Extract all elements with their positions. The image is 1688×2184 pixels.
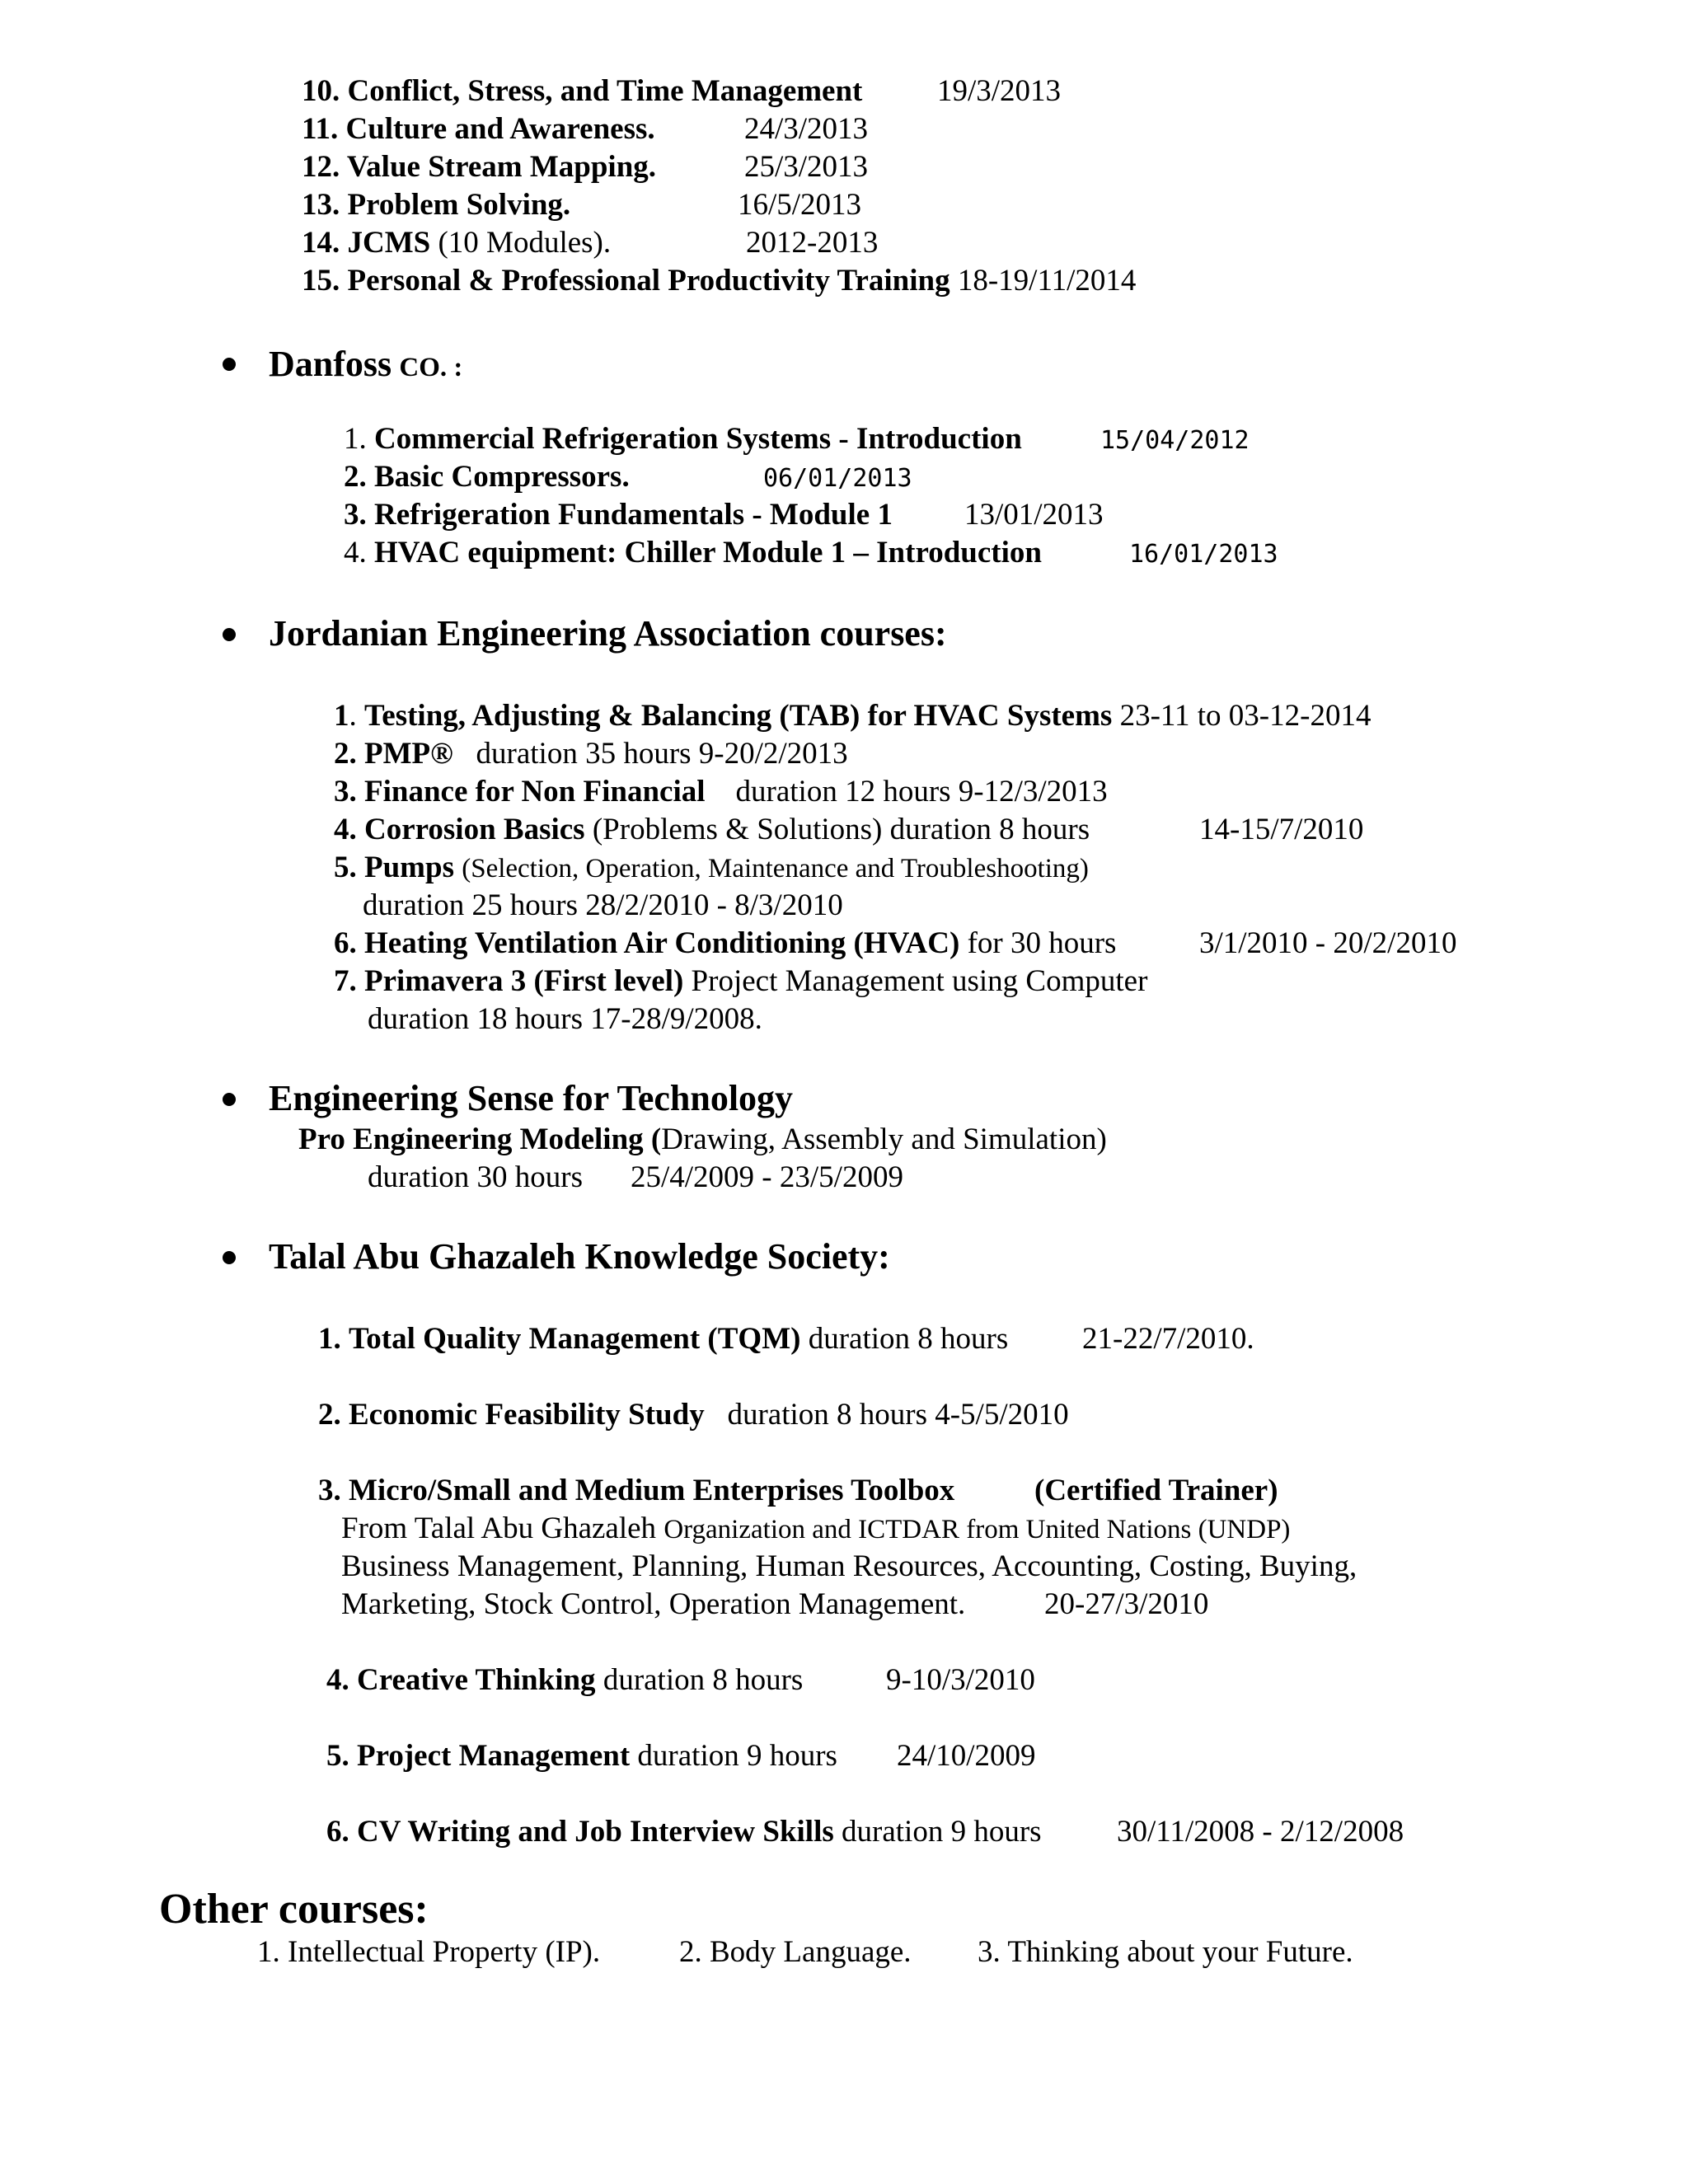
course-title: Basic Compressors. xyxy=(374,460,630,494)
course-details: 23-11 to 03-12-2014 xyxy=(1119,699,1372,733)
est-course xyxy=(298,1121,1107,1159)
course-title: Conflict, Stress, and Time Management xyxy=(347,74,863,108)
course-source-detail: Organization and ICTDAR from United Nations (UNDP) xyxy=(663,1515,1291,1544)
jea-course-3 xyxy=(334,773,1108,811)
course-number: 4. xyxy=(334,813,357,846)
jea-course-7-duration: duration 18 hours 17-28/9/2008. xyxy=(368,1002,762,1036)
tag-course-3-certified: (Certified Trainer) xyxy=(1034,1474,1278,1507)
course-title: Economic Feasibility Study xyxy=(349,1398,705,1432)
course-number: 3. xyxy=(344,498,367,532)
course-title: Commercial Refrigeration Systems - Introduction xyxy=(374,422,1022,456)
course-number: 11. xyxy=(302,112,339,146)
course-number: 3. xyxy=(334,775,357,808)
course-number: 4. xyxy=(344,536,367,569)
course-12 xyxy=(302,148,656,186)
section-heading-danfoss xyxy=(269,341,462,391)
course-title: Pumps xyxy=(364,851,454,884)
tag-course-5-date: 24/10/2009 xyxy=(897,1739,1036,1773)
course-number-punct: . xyxy=(349,699,357,733)
course-title: JCMS xyxy=(347,226,431,260)
course-title: Problem Solving. xyxy=(347,188,571,222)
tag-course-6-date: 30/11/2008 - 2/12/2008 xyxy=(1117,1815,1404,1849)
course-number: 13. xyxy=(302,188,340,222)
course-details: (Selection, Operation, Maintenance and Troubleshooting) xyxy=(462,854,1089,883)
danfoss-course-3 xyxy=(344,496,893,534)
course-14-date: 2012-2013 xyxy=(746,226,879,260)
other-course-3: 3. Thinking about your Future. xyxy=(978,1935,1353,1969)
danfoss-course-4 xyxy=(344,534,1042,572)
course-number: 14. xyxy=(302,226,340,260)
course-number: 1. xyxy=(344,422,367,456)
course-details: duration 12 hours 9-12/3/2013 xyxy=(735,775,1108,808)
jea-course-5 xyxy=(334,849,1089,888)
tag-course-1-date: 21-22/7/2010. xyxy=(1082,1322,1254,1356)
course-title: Primavera 3 (First level) xyxy=(364,964,684,998)
course-number: 2. xyxy=(318,1398,341,1432)
course-date: 18-19/11/2014 xyxy=(957,264,1137,298)
course-number: 15. xyxy=(302,264,340,298)
course-details: for 30 hours xyxy=(967,926,1117,960)
jea-course-5-duration: duration 25 hours 28/2/2010 - 8/3/2010 xyxy=(363,888,843,922)
section-heading-other-courses: Other courses: xyxy=(159,1886,429,1933)
course-13-date: 16/5/2013 xyxy=(738,188,862,222)
tag-course-3-topics-2: Marketing, Stock Control, Operation Management. xyxy=(341,1587,966,1621)
course-12-date: 25/3/2013 xyxy=(744,150,869,184)
other-course-1: 1. Intellectual Property (IP). xyxy=(257,1935,601,1969)
jea-course-7 xyxy=(334,963,1147,1001)
course-details: duration 9 hours xyxy=(842,1815,1042,1849)
course-details: duration 8 hours xyxy=(808,1322,1009,1356)
jea-course-4-date: 14-15/7/2010 xyxy=(1199,813,1364,846)
course-title: Personal & Professional Productivity Training xyxy=(347,264,950,298)
course-13 xyxy=(302,186,570,224)
course-note: (10 Modules). xyxy=(438,226,612,260)
course-number: 6. xyxy=(334,926,357,960)
tag-course-4-date: 9-10/3/2010 xyxy=(886,1663,1035,1697)
course-title: Total Quality Management (TQM) xyxy=(349,1322,801,1356)
course-number: 7. xyxy=(334,964,357,998)
danfoss-course-2-date: 06/01/2013 xyxy=(763,464,912,493)
bullet-icon xyxy=(223,1251,236,1264)
jea-course-6 xyxy=(334,925,1116,963)
tag-course-3-source xyxy=(341,1510,1290,1549)
danfoss-course-4-date: 16/01/2013 xyxy=(1129,540,1278,569)
heading-suffix: CO. : xyxy=(399,353,463,382)
course-details: duration 35 hours 9-20/2/2013 xyxy=(476,737,848,771)
est-course-date: 25/4/2009 - 23/5/2009 xyxy=(631,1160,903,1194)
section-heading-est: Engineering Sense for Technology xyxy=(269,1078,794,1118)
course-number: 4. xyxy=(326,1663,349,1697)
course-11-date: 24/3/2013 xyxy=(744,112,869,146)
course-title: Culture and Awareness. xyxy=(345,112,655,146)
tag-course-4 xyxy=(326,1661,803,1699)
course-title: PMP® xyxy=(364,737,453,771)
danfoss-course-2 xyxy=(344,458,630,496)
course-title: Value Stream Mapping. xyxy=(346,150,657,184)
course-number: 5. xyxy=(326,1739,349,1773)
course-10-date: 19/3/2013 xyxy=(937,74,1062,108)
course-11 xyxy=(302,110,655,148)
course-number: 1. xyxy=(318,1322,341,1356)
course-title: Refrigeration Fundamentals - Module 1 xyxy=(374,498,893,532)
course-number: 2. xyxy=(344,460,367,494)
course-details: Project Management using Computer xyxy=(691,964,1148,998)
tag-course-3-topics: Business Management, Planning, Human Resources, Accounting, Costing, Buying, xyxy=(341,1549,1357,1583)
course-details: (Problems & Solutions) duration 8 hours xyxy=(592,813,1090,846)
tag-course-2 xyxy=(318,1396,1069,1434)
danfoss-course-1-date: 15/04/2012 xyxy=(1100,426,1250,455)
other-course-2: 2. Body Language. xyxy=(679,1935,912,1969)
section-heading-jea: Jordanian Engineering Association courses: xyxy=(269,613,947,654)
course-source-org: From Talal Abu Ghazaleh xyxy=(341,1511,657,1545)
bullet-icon xyxy=(223,1093,236,1106)
danfoss-course-1 xyxy=(344,420,1022,458)
course-number: 2. xyxy=(334,737,357,771)
course-number: 6. xyxy=(326,1815,349,1849)
course-15 xyxy=(302,262,1136,300)
course-title: CV Writing and Job Interview Skills xyxy=(357,1815,834,1849)
course-title: Finance for Non Financial xyxy=(364,775,706,808)
bullet-icon xyxy=(223,628,236,641)
course-details: duration 9 hours xyxy=(637,1739,837,1773)
tag-course-1 xyxy=(318,1320,1008,1358)
tag-course-6 xyxy=(326,1813,1042,1851)
course-number: 1 xyxy=(334,699,349,733)
est-course-duration: duration 30 hours xyxy=(368,1160,584,1194)
course-details: duration 8 hours xyxy=(603,1663,804,1697)
heading-text: Danfoss xyxy=(269,344,392,384)
jea-course-6-date: 3/1/2010 - 20/2/2010 xyxy=(1199,926,1457,960)
danfoss-course-3-date: 13/01/2013 xyxy=(964,498,1104,532)
bullet-icon xyxy=(223,358,236,371)
course-14 xyxy=(302,224,611,262)
course-number: 5. xyxy=(334,851,357,884)
course-title: Micro/Small and Medium Enterprises Toolbox xyxy=(349,1474,955,1507)
jea-course-2 xyxy=(334,735,848,773)
tag-course-3-date: 20-27/3/2010 xyxy=(1044,1587,1209,1621)
course-10 xyxy=(302,73,862,110)
course-details: duration 8 hours 4-5/5/2010 xyxy=(727,1398,1069,1432)
course-number: 12. xyxy=(302,150,340,184)
course-title: Pro Engineering Modeling ( xyxy=(298,1122,662,1156)
course-title: HVAC equipment: Chiller Module 1 – Introduction xyxy=(374,536,1042,569)
section-heading-tag: Talal Abu Ghazaleh Knowledge Society: xyxy=(269,1236,890,1277)
course-title: Creative Thinking xyxy=(357,1663,596,1697)
course-title: Corrosion Basics xyxy=(364,813,585,846)
tag-course-5 xyxy=(326,1737,837,1775)
course-title: Heating Ventilation Air Conditioning (HVAC) xyxy=(364,926,960,960)
course-number: 3. xyxy=(318,1474,341,1507)
tag-course-3 xyxy=(318,1472,954,1510)
course-title: Testing, Adjusting & Balancing (TAB) for HVAC Systems xyxy=(364,699,1113,733)
jea-course-1 xyxy=(334,697,1371,735)
course-details: Drawing, Assembly and Simulation) xyxy=(661,1122,1107,1156)
course-number: 10. xyxy=(302,74,340,108)
jea-course-4 xyxy=(334,811,1090,849)
course-title: Project Management xyxy=(357,1739,631,1773)
